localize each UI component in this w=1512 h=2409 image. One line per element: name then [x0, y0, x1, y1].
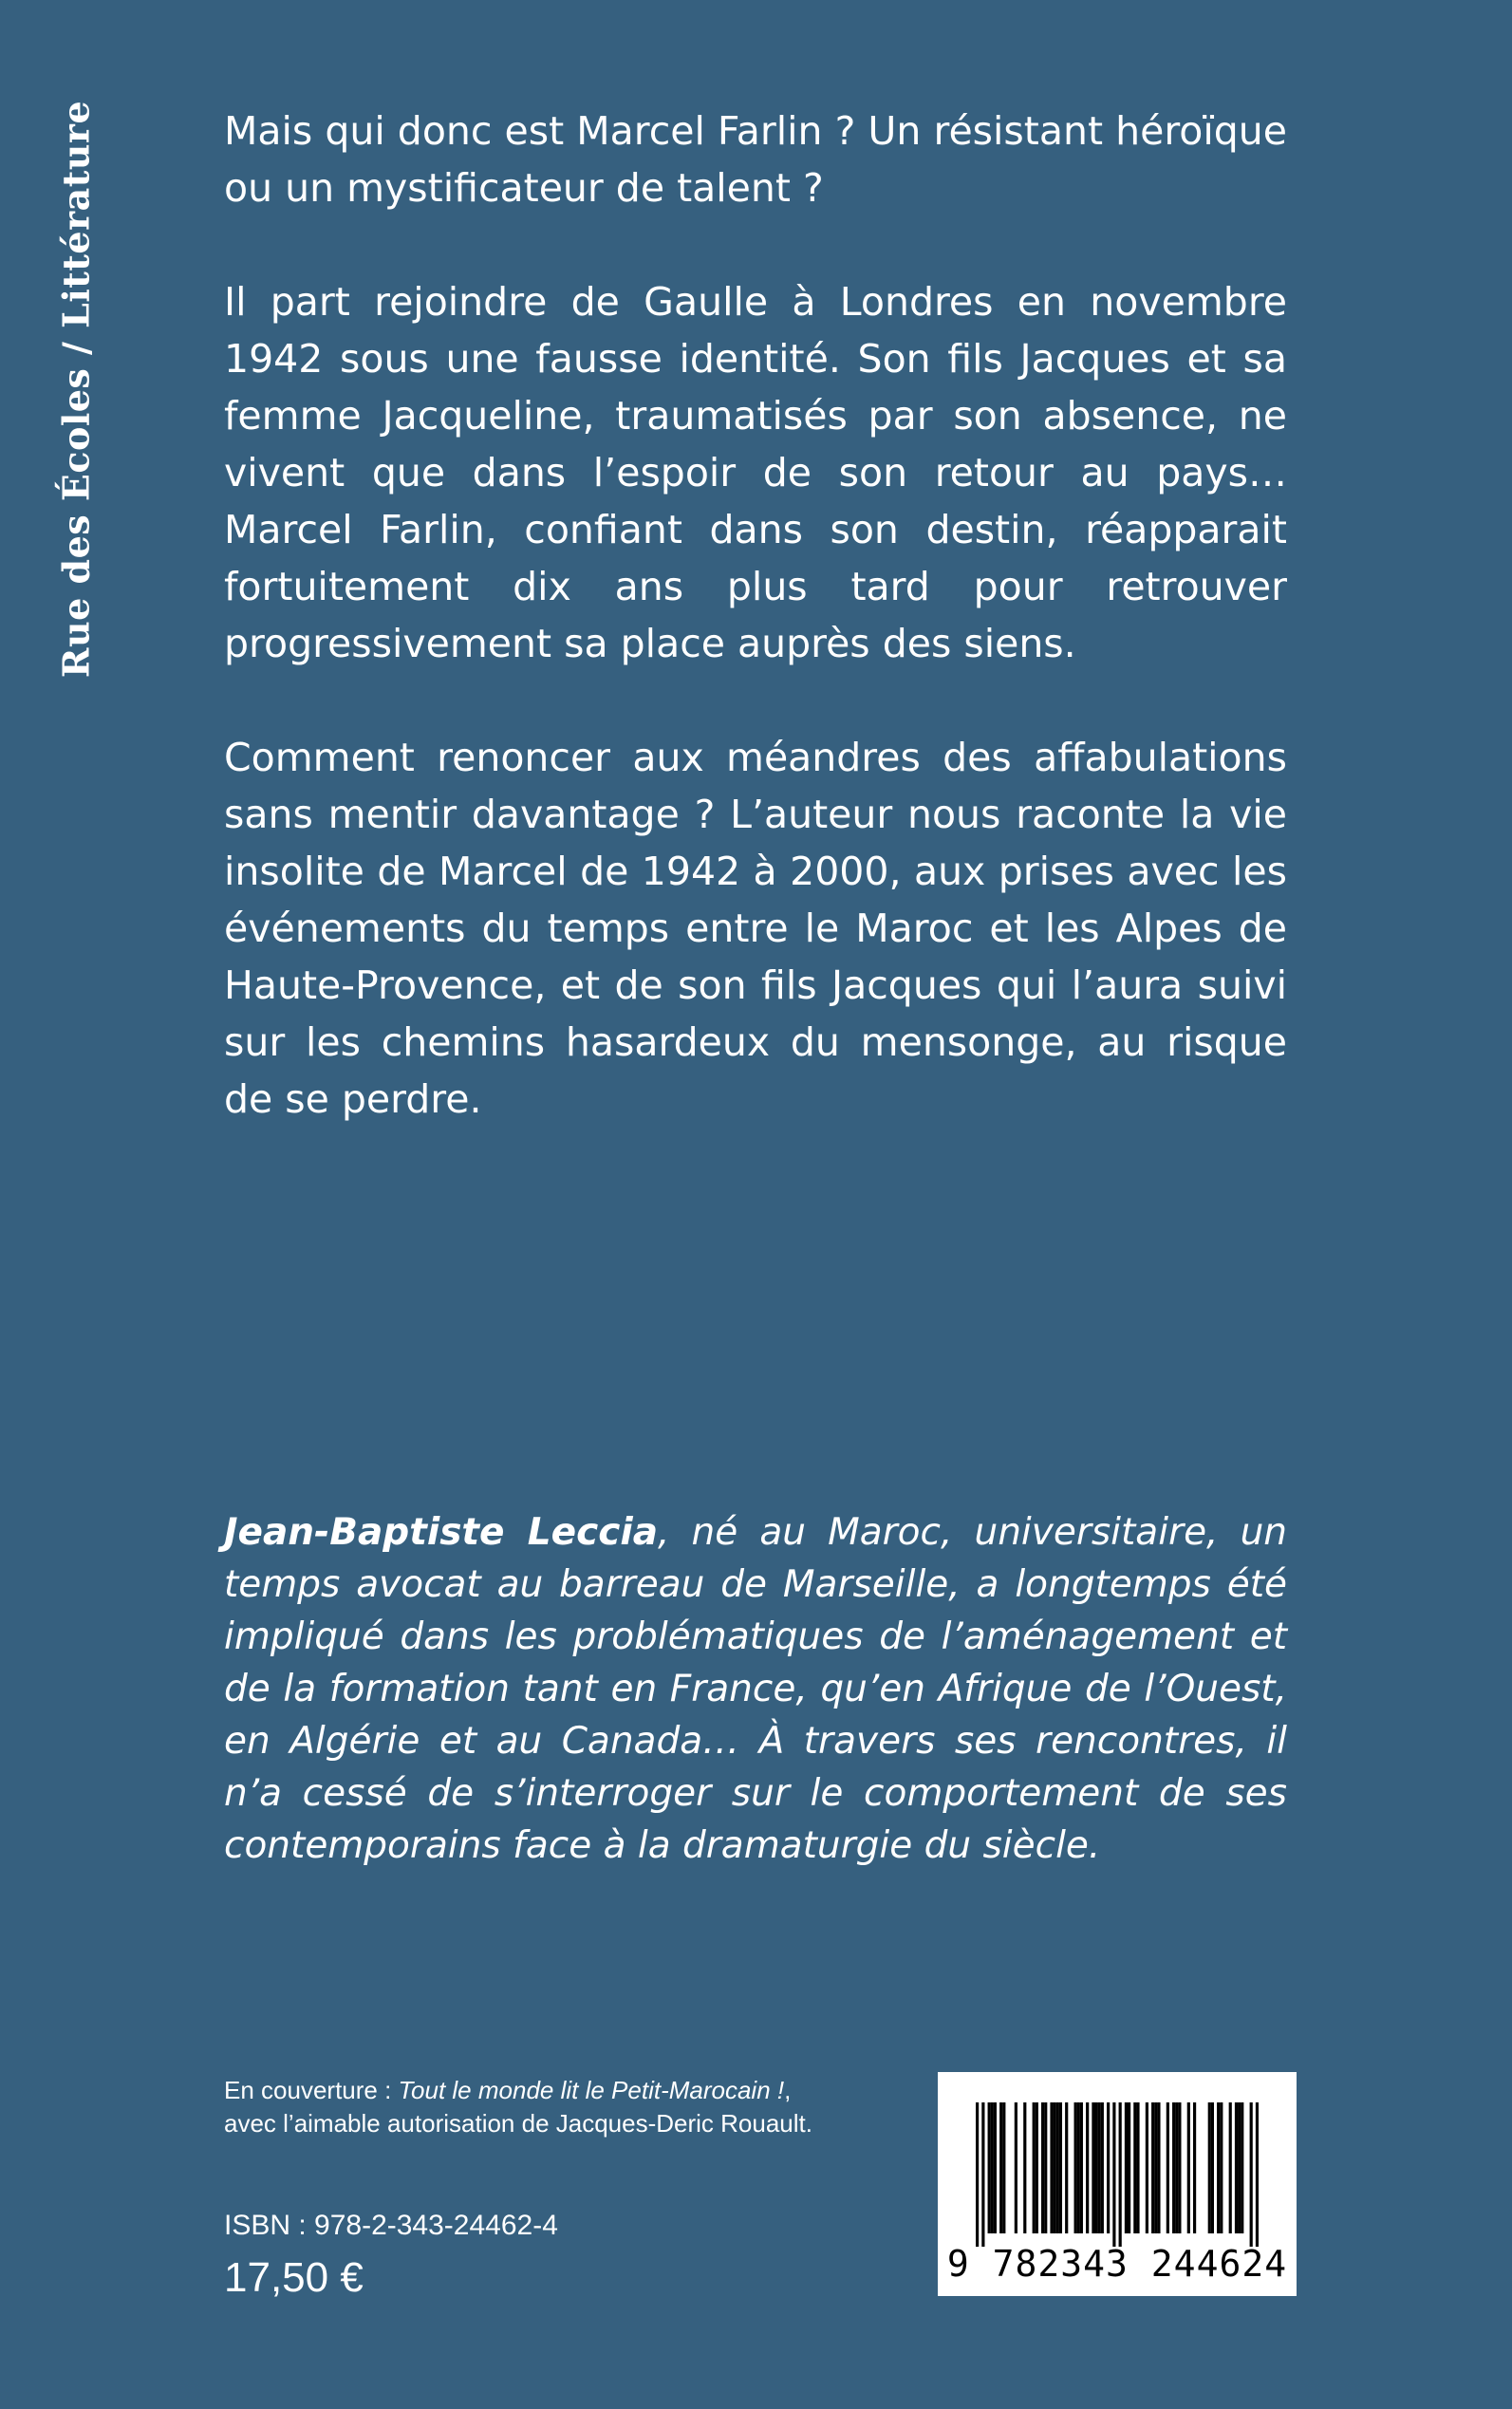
- barcode-bar: [1154, 2102, 1157, 2233]
- barcode-bar: [1193, 2102, 1196, 2233]
- barcode-bar: [991, 2102, 994, 2233]
- barcode-bar: [999, 2102, 1002, 2233]
- barcode-bar: [1167, 2102, 1169, 2233]
- barcode-bar: [1125, 2102, 1128, 2233]
- credits-line-1: [224, 2074, 945, 2107]
- blurb-paragraph-1: Mais qui donc est Marcel Farlin ? Un résistant héroïque ou un mystificateur de talent ?: [224, 108, 1287, 211]
- barcode-bar: [1220, 2102, 1223, 2233]
- barcode-bar: [1036, 2102, 1038, 2233]
- barcode-bar: [1187, 2102, 1190, 2233]
- barcode-bar: [1256, 2102, 1259, 2247]
- price: 17,50 €: [224, 2254, 364, 2301]
- barcode-bar: [1023, 2102, 1026, 2233]
- barcode-bar: [1107, 2102, 1110, 2233]
- barcode-bar: [1077, 2102, 1080, 2233]
- barcode-bar: [1086, 2102, 1089, 2233]
- barcode-bar: [1065, 2102, 1068, 2233]
- barcode-bar: [981, 2102, 984, 2247]
- author-bio: [224, 1506, 1287, 1872]
- author-bio-text: , né au Maroc, universitaire, un temps avocat au barreau de Marseille, a longtemps été impliqué dans les problématiques de l’aménagement et de la formation tant en France, qu’en Afrique de l’Ouest, en Algérie et au Canada… À travers ses rencontres, il n’a cessé de s’interroger sur le comportement de ses contemporains face à la dramaturgie du siècle.: [224, 1511, 1287, 1867]
- barcode-bars: [976, 2102, 1259, 2247]
- barcode-bar: [1119, 2102, 1122, 2247]
- cover-artwork-title: Tout le monde lit le Petit-Marocain !: [398, 2076, 785, 2104]
- barcode-bar: [1033, 2102, 1036, 2233]
- barcode-bar: [1136, 2102, 1139, 2233]
- barcode-bar: [1074, 2102, 1077, 2233]
- barcode-bar: [1054, 2102, 1056, 2233]
- barcode-bar: [994, 2102, 997, 2233]
- barcode-digits: 9 782343 244624: [946, 2243, 1288, 2285]
- author-name: Jean-Baptiste Leccia: [224, 1511, 659, 1554]
- barcode-bar: [1002, 2102, 1005, 2233]
- barcode-bar: [1157, 2102, 1160, 2233]
- credits-line-2: avec l’aimable autorisation de Jacques-Deric Rouault.: [224, 2109, 812, 2138]
- barcode-bar: [976, 2102, 979, 2247]
- barcode-bar: [1044, 2102, 1047, 2233]
- barcode-bar: [1092, 2102, 1094, 2233]
- isbn: ISBN : 978-2-343-24462-4: [224, 2210, 558, 2241]
- barcode-bar: [1250, 2102, 1253, 2247]
- barcode-bar: [1041, 2102, 1044, 2233]
- barcode-bar: [1133, 2102, 1136, 2233]
- barcode-bar: [1015, 2102, 1017, 2233]
- barcode-bar: [1128, 2102, 1130, 2233]
- barcode-bar: [1241, 2102, 1243, 2233]
- collection-name: Rue des Écoles / Littérature: [54, 100, 98, 679]
- barcode-bar: [1217, 2102, 1220, 2233]
- barcode-bar: [1101, 2102, 1104, 2233]
- barcode-bar: [1172, 2102, 1175, 2233]
- barcode-bar: [1050, 2102, 1053, 2233]
- barcode-bar: [1238, 2102, 1241, 2233]
- barcode-bar: [1059, 2102, 1062, 2233]
- credits-suffix: ,: [784, 2076, 792, 2104]
- barcode-bar: [1112, 2102, 1115, 2247]
- barcode-bar: [1094, 2102, 1097, 2233]
- cover-credits: [224, 2074, 945, 2140]
- barcode-bar: [1056, 2102, 1059, 2233]
- back-cover-blurb: [224, 103, 1287, 1185]
- barcode-bar: [1235, 2102, 1238, 2233]
- barcode-bar: [1211, 2102, 1214, 2233]
- credits-prefix: En couverture :: [224, 2076, 399, 2104]
- blurb-paragraph-3: Comment renoncer aux méandres des affabulations sans mentir davantage ? L’auteur nous raconte la vie insolite de Marcel de 1942 à 2000, aux prises avec les événements du temps entre le Maroc et les Alpes de Haute-Provence, et de son fils Jacques qui l’aura suivi sur les chemins hasardeux du mensonge, au risque de se perdre.: [224, 735, 1287, 1122]
- blurb-paragraph-2: Il part rejoindre de Gaulle à Londres en novembre 1942 sous une fausse identité. Son fils Jacques et sa femme Jacqueline, traumatisés par son absence, ne vivent que dans l’espoir de son retour au pays… Marcel Farlin, confiant dans son destin, réapparait fortuitement dix ans plus tard pour retrouver progressivement sa place auprès des siens.: [224, 279, 1287, 666]
- barcode-bar: [1146, 2102, 1148, 2233]
- barcode-bar: [1098, 2102, 1101, 2233]
- barcode-bar: [1229, 2102, 1232, 2233]
- barcode-bar: [1178, 2102, 1181, 2233]
- barcode-bar: [1208, 2102, 1211, 2233]
- spine-label: [43, 100, 109, 679]
- barcode-bar: [988, 2102, 991, 2233]
- barcode-bar: [1151, 2102, 1154, 2233]
- barcode: [938, 2072, 1297, 2296]
- barcode-bar: [1175, 2102, 1178, 2233]
- barcode-bar: [1080, 2102, 1083, 2233]
